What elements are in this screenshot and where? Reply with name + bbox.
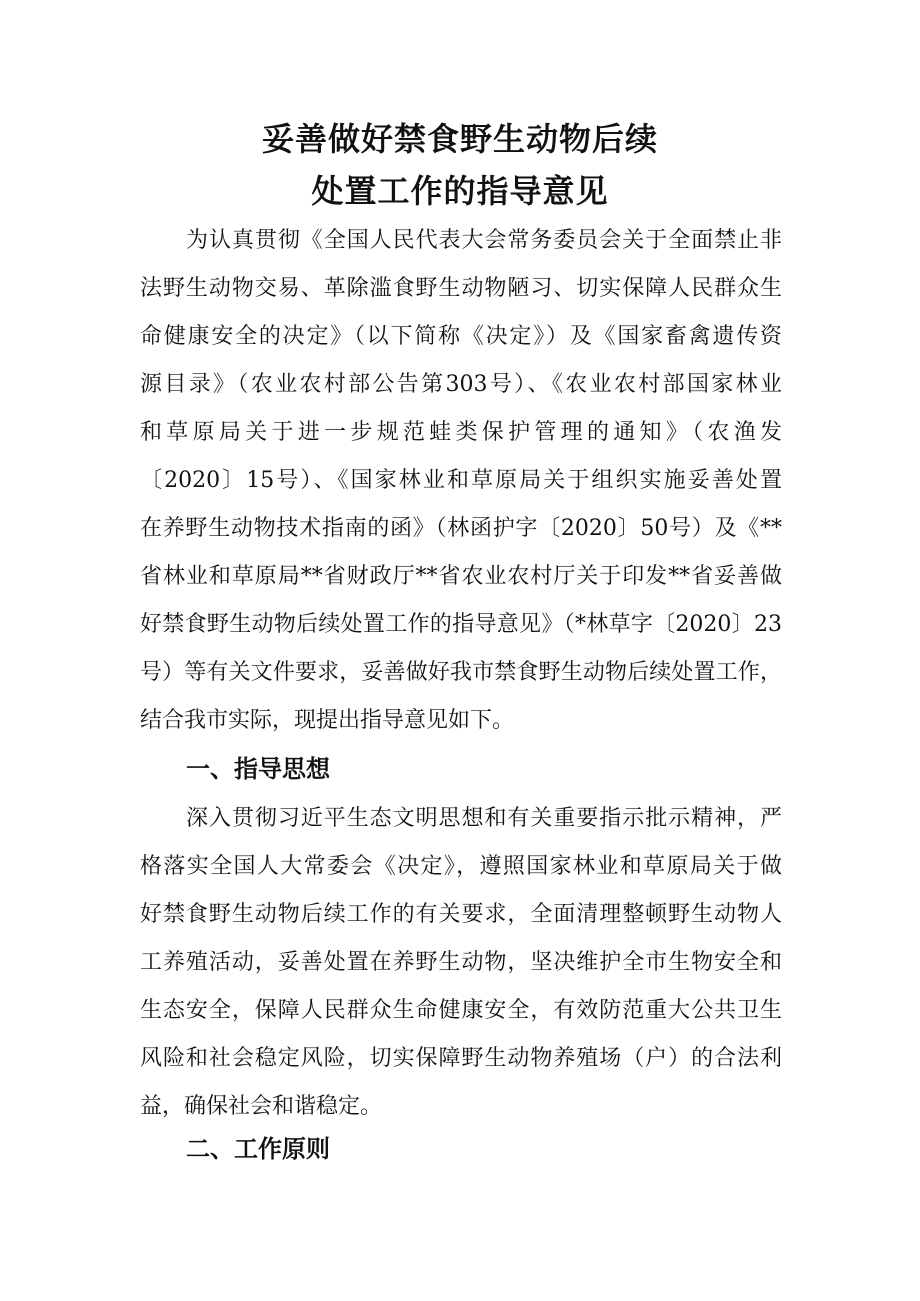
intro-line: 〔2020〕15号）、《国家林业和草原局关于组织实施妥善处置 [140, 468, 782, 493]
section-heading-work-principles: 二、工作原则 [186, 1135, 330, 1163]
document-title-line-2: 处置工作的指导意见 [311, 172, 609, 210]
intro-line: 法野生动物交易、革除滥食野生动物陋习、切实保障人民群众生 [140, 276, 782, 301]
intro-line: 省林业和草原局**省财政厅**省农业农村厅关于印发**省妥善做 [140, 564, 782, 589]
section1-line: 生态安全，保障人民群众生命健康安全，有效防范重大公共卫生 [140, 998, 782, 1023]
section1-line: 工养殖活动，妥善处置在养野生动物，坚决维护全市生物安全和 [140, 950, 782, 975]
intro-line: 号）等有关文件要求，妥善做好我市禁食野生动物后续处置工作， [140, 660, 782, 685]
document-title-line-1: 妥善做好禁食野生动物后续 [261, 120, 658, 158]
section1-line: 深入贯彻习近平生态文明思想和有关重要指示批示精神，严 [186, 806, 782, 831]
intro-line: 在养野生动物技术指南的函》（林函护字〔2020〕50号）及《** [140, 516, 782, 541]
section-heading-guiding-ideology: 一、指导思想 [186, 755, 330, 783]
section1-line: 风险和社会稳定风险，切实保障野生动物养殖场（户）的合法利 [140, 1046, 782, 1071]
intro-line: 好禁食野生动物后续处置工作的指导意见》（*林草字〔2020〕23 [140, 612, 782, 637]
section1-line: 益，确保社会和谐稳定。 [140, 1094, 383, 1119]
intro-line: 和草原局关于进一步规范蛙类保护管理的通知》（农渔发 [140, 420, 782, 445]
intro-line: 为认真贯彻《全国人民代表大会常务委员会关于全面禁止非 [186, 228, 782, 253]
section1-line: 好禁食野生动物后续工作的有关要求，全面清理整顿野生动物人 [140, 902, 782, 927]
section1-line: 格落实全国人大常委会《决定》，遵照国家林业和草原局关于做 [140, 854, 782, 879]
intro-line: 源目录》（农业农村部公告第303号）、《农业农村部国家林业 [140, 372, 782, 397]
intro-line: 命健康安全的决定》（以下简称《决定》）及《国家畜禽遗传资 [140, 324, 782, 349]
intro-line: 结合我市实际，现提出指导意见如下。 [140, 708, 515, 733]
